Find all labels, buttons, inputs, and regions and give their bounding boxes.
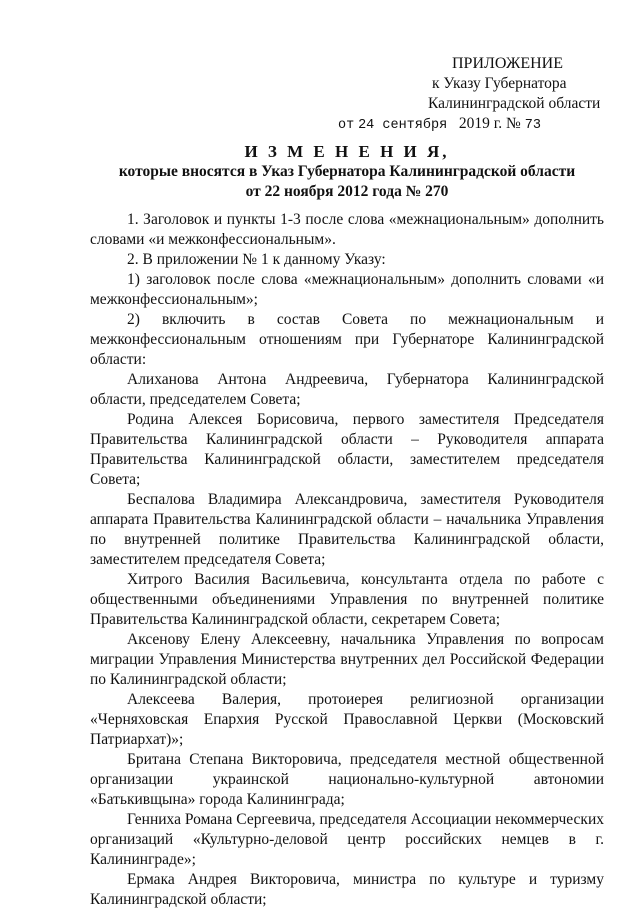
- heading-decree-date: от 22 ноября 2012 года № 270: [245, 183, 449, 200]
- paragraph: Беспалова Владимира Александровича, заместителя Руководителя аппарата Правительства Калининградской области – начальника Управления по внутренней политике Правительства Калининградской области, заместителем председателя Совета;: [90, 491, 604, 568]
- paragraph: Алексеева Валерия, протоиерея религиозной организации «Черняховская Епархия Русской Православной Церкви (Московский Патриархат)»;: [90, 691, 604, 748]
- appendix-number: 73: [524, 118, 541, 133]
- appendix-decree-ref: к Указу Губернатора: [432, 75, 567, 92]
- heading-title: И З М Е Н Е Н И Я,: [244, 142, 450, 161]
- heading-subtitle: которые вносятся в Указ Губернатора Калининградской области: [118, 163, 576, 180]
- appendix-date-value: 24 сентября: [358, 118, 448, 133]
- paragraph: 1) заголовок после слова «межнациональным» дополнить словами «и межконфессиональным»;: [90, 271, 604, 308]
- paragraph: 2. В приложении № 1 к данному Указу:: [127, 251, 386, 268]
- paragraph: Ермака Андрея Викторовича, министра по культуре и туризму Калининградской области;: [90, 871, 604, 908]
- appendix-year-no: 2019 г. №: [458, 115, 521, 132]
- appendix-date-prefix: от: [338, 118, 355, 133]
- appendix-region: Калининградской области: [428, 95, 601, 112]
- paragraph: Британа Степана Викторовича, председателя местной общественной организации украинской национально-культурной автономии «Батькивщына» города Калининграда;: [90, 751, 604, 808]
- document-body: [90, 210, 604, 910]
- paragraph: Хитрого Василия Васильевича, консультанта отдела по работе с общественными объединениями Управления по внутренней политике Правительства Калининградской области, секретарем Совета;: [90, 571, 604, 628]
- paragraph: Алиханова Антона Андреевича, Губернатора Калининградской области, председателем Совета;: [90, 371, 604, 408]
- appendix-title: ПРИЛОЖЕНИЕ: [452, 55, 564, 72]
- paragraph: Родина Алексея Борисовича, первого заместителя Председателя Правительства Калининградской области – Руководителя аппарата Правительства Калининградской области, заместителем председателя Совета;: [90, 411, 604, 488]
- paragraph: 2) включить в состав Совета по межнациональным и межконфессиональным отношениям при Губернаторе Калининградской области:: [90, 311, 604, 368]
- appendix-date-line: [338, 114, 541, 136]
- paragraph: 1. Заголовок и пункты 1-3 после слова «межнациональным» дополнить словами «и межконфессиональным».: [90, 211, 604, 248]
- document-heading: [90, 142, 604, 202]
- paragraph: Генниха Романа Сергеевича, председателя Ассоциации некоммерческих организаций «Культурно-деловой центр российских немцев в г. Калининграде»;: [90, 811, 604, 868]
- paragraph: Аксенову Елену Алексеевну, начальника Управления по вопросам миграции Управления Министерства внутренних дел Российской Федерации по Калининградской области;: [90, 631, 604, 688]
